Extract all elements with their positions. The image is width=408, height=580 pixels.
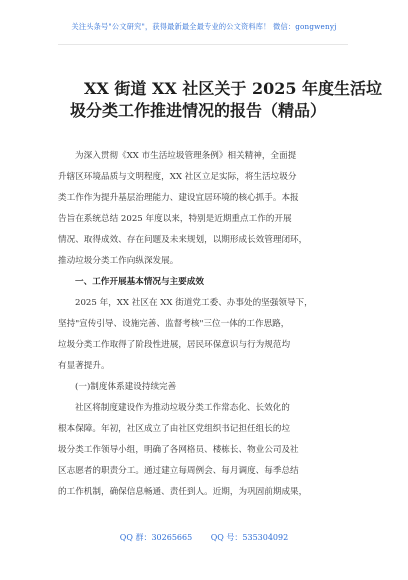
paragraph-line: 根本保障。年初，社区成立了由社区党组织书记担任组长的垃 [58, 424, 291, 434]
header-note: 关注头条号"公文研究"，获得最新最全最专业的公文资料库！ 微信：gongwenyj [71, 22, 337, 31]
footer-contact [0, 532, 408, 543]
title-line-1: XX 街道 XX 社区关于 2025 年度生活垃 [84, 79, 383, 98]
qq-group-text: QQ 群：30265665 [119, 533, 193, 542]
paragraph-line: 为深入贯彻《XX 市生活垃圾管理条例》相关精神，全面提 [75, 151, 297, 161]
paragraph-line: 垃圾分类工作取得了阶段性进展，居民环保意识与行为规范均 [58, 340, 291, 350]
paragraph-line: 社区将制度建设作为推动垃圾分类工作常态化、长效化的 [75, 403, 290, 413]
title-line-2: 圾分类工作推进情况的报告（精品） [70, 101, 327, 120]
paragraph-line: 情况、取得成效、存在问题及未来规划，以期形成长效管理闭环， [58, 235, 308, 245]
paragraph-line: 坚持"宣传引导、设施完善、监督考核"三位一体的工作思路， [58, 319, 290, 329]
document-title [62, 78, 383, 122]
paragraph-line: 升辖区环境品质与文明程度，XX 社区立足实际，将生活垃圾分 [58, 172, 297, 182]
section-heading: 一、工作开展基本情况与主要成效 [75, 277, 204, 287]
paragraph-line: 有显著提升。 [58, 361, 110, 371]
header-divider [58, 44, 348, 45]
paragraph-line: 区志愿者的职责分工。通过建立每周例会、每月调度、每季总结 [58, 466, 299, 476]
paragraph-line: 圾分类工作领导小组，明确了各网格员、楼栋长、物业公司及社 [58, 445, 299, 455]
paragraph-line: 2025 年，XX 社区在 XX 街道党工委、办事处的坚强领导下， [75, 298, 313, 308]
qq-number-text: QQ 号：535304092 [210, 533, 289, 542]
document-body [58, 146, 358, 503]
paragraph-line: 推动垃圾分类工作向纵深发展。 [58, 256, 179, 266]
paragraph-line: 的工作机制，确保信息畅通、责任到人。近期，为巩固前期成果， [58, 487, 308, 497]
paragraph-line: 告旨在系统总结 2025 年度以来，特别是近期重点工作的开展 [58, 214, 292, 224]
paragraph-line: 类工作作为提升基层治理能力、建设宜居环境的核心抓手。本报 [58, 193, 299, 203]
subsection-heading: (一)制度体系建设持续完善 [75, 382, 177, 392]
